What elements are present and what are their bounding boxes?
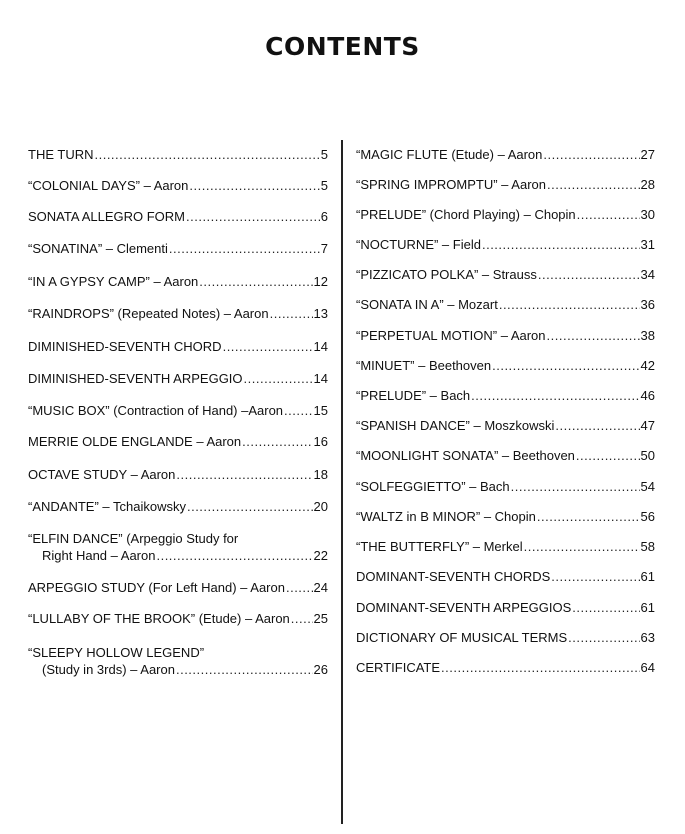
leader-dots <box>270 305 313 322</box>
toc-entry[interactable] <box>356 659 655 676</box>
toc-entry[interactable] <box>356 417 655 434</box>
toc-entry-title: Right Hand – Aaron <box>42 548 156 563</box>
leader-dots <box>199 273 312 290</box>
leader-dots <box>156 547 312 564</box>
toc-entry[interactable] <box>356 568 655 585</box>
toc-entry-title: DOMINANT-SEVENTH ARPEGGIOS <box>356 600 572 615</box>
toc-entry-title: “MINUET” – Beethoven <box>356 358 492 373</box>
leader-dots <box>547 327 640 344</box>
toc-entry-page: 31 <box>640 237 655 252</box>
toc-entry-title: ARPEGGIO STUDY (For Left Hand) – Aaron <box>28 580 285 595</box>
toc-entry[interactable] <box>28 240 328 257</box>
leader-dots <box>169 240 320 257</box>
leader-dots <box>551 568 639 585</box>
toc-entry[interactable] <box>356 629 655 646</box>
toc-entry-page: 54 <box>640 479 655 494</box>
leader-dots <box>176 466 312 483</box>
toc-entry-page: 38 <box>640 328 655 343</box>
toc-entry-page: 61 <box>640 600 655 615</box>
toc-entry[interactable] <box>356 176 655 193</box>
toc-entry-title: “PIZZICATO POLKA” – Strauss <box>356 267 537 282</box>
toc-entry-title: “SONATA IN A” – Mozart <box>356 297 498 312</box>
toc-entry-title: “SOLFEGGIETTO” – Bach <box>356 479 510 494</box>
toc-entry-title: “SONATINA” – Clementi <box>28 241 168 256</box>
toc-entry-title: “WALTZ in B MINOR” – Chopin <box>356 509 536 524</box>
toc-entry[interactable] <box>356 387 655 404</box>
leader-dots <box>511 478 640 495</box>
toc-entry-title: OCTAVE STUDY – Aaron <box>28 467 176 482</box>
toc-entry-page: 25 <box>313 611 328 626</box>
toc-entry-page: 16 <box>313 434 328 449</box>
toc-entry-page: 7 <box>320 241 328 256</box>
toc-entry[interactable] <box>356 599 655 616</box>
toc-entry-page: 13 <box>313 306 328 321</box>
toc-entry[interactable] <box>28 305 328 322</box>
leader-dots <box>284 402 312 419</box>
toc-entry-title: “RAINDROPS” (Repeated Notes) – Aaron <box>28 306 269 321</box>
toc-entry[interactable] <box>28 466 328 483</box>
toc-entry-page: 24 <box>313 580 328 595</box>
leader-dots <box>499 296 640 313</box>
toc-entry-title: “PERPETUAL MOTION” – Aaron <box>356 328 546 343</box>
toc-entry[interactable] <box>28 402 328 419</box>
toc-entry-page: 20 <box>313 499 328 514</box>
toc-entry[interactable] <box>356 327 655 344</box>
leader-dots <box>537 508 640 525</box>
toc-entry-title-line1: “SLEEPY HOLLOW LEGEND” <box>28 645 205 660</box>
toc-entry-title: “PRELUDE” (Chord Playing) – Chopin <box>356 207 576 222</box>
leader-dots <box>492 357 639 374</box>
toc-entry-page: 50 <box>640 448 655 463</box>
leader-dots <box>286 579 313 596</box>
toc-entry-page: 14 <box>313 371 328 386</box>
toc-entry-page: 64 <box>640 660 655 675</box>
toc-entry[interactable] <box>28 208 328 225</box>
toc-entry-title: MERRIE OLDE ENGLANDE – Aaron <box>28 434 242 449</box>
leader-dots <box>94 146 319 163</box>
leader-dots <box>543 146 639 163</box>
leader-dots <box>572 599 639 616</box>
toc-entry[interactable] <box>356 447 655 464</box>
toc-entry[interactable] <box>28 273 328 290</box>
toc-entry-page: 42 <box>640 358 655 373</box>
toc-entry-title: “ANDANTE” – Tchaikowsky <box>28 499 186 514</box>
leader-dots <box>577 206 640 223</box>
toc-entry-title: “MUSIC BOX” (Contraction of Hand) –Aaron <box>28 403 284 418</box>
toc-entry[interactable] <box>28 370 328 387</box>
toc-entry-title: “LULLABY OF THE BROOK” (Etude) – Aaron <box>28 611 290 626</box>
toc-entry-page: 36 <box>640 297 655 312</box>
toc-entry-page: 5 <box>320 147 328 162</box>
toc-entry-title-line1: “ELFIN DANCE” (Arpeggio Study for <box>28 531 239 546</box>
toc-entry-title: DOMINANT-SEVENTH CHORDS <box>356 569 551 584</box>
toc-entry[interactable] <box>28 498 328 515</box>
toc-entry-title: SONATA ALLEGRO FORM <box>28 209 185 224</box>
toc-entry-title: “MAGIC FLUTE (Etude) – Aaron <box>356 147 543 162</box>
toc-entry-title: CERTIFICATE <box>356 660 441 675</box>
leader-dots <box>223 338 313 355</box>
toc-entry-title: “PRELUDE” – Bach <box>356 388 471 403</box>
leader-dots <box>568 629 639 646</box>
toc-entry[interactable] <box>28 644 328 678</box>
leader-dots <box>291 610 313 627</box>
toc-entry-page: 46 <box>640 388 655 403</box>
leader-dots <box>189 177 319 194</box>
toc-entry-title: DIMINISHED-SEVENTH ARPEGGIO <box>28 371 243 386</box>
toc-entry[interactable] <box>356 146 655 163</box>
toc-entry-title: THE TURN <box>28 147 94 162</box>
toc-entry-title: (Study in 3rds) – Aaron <box>42 662 175 677</box>
leader-dots <box>186 208 320 225</box>
toc-entry-page: 12 <box>313 274 328 289</box>
toc-entry[interactable] <box>356 357 655 374</box>
toc-entry-title: “IN A GYPSY CAMP” – Aaron <box>28 274 199 289</box>
leader-dots <box>187 498 313 515</box>
toc-entry-page: 18 <box>313 467 328 482</box>
toc-entry-title: “THE BUTTERFLY” – Merkel <box>356 539 523 554</box>
toc-entry-page: 14 <box>313 339 328 354</box>
toc-entry-title: “SPRING IMPROMPTU” – Aaron <box>356 177 546 192</box>
toc-entry[interactable] <box>28 177 328 194</box>
toc-entry[interactable] <box>356 508 655 525</box>
toc-entry-title: “SPANISH DANCE” – Moszkowski <box>356 418 555 433</box>
leader-dots <box>242 433 312 450</box>
toc-entry-title: DICTIONARY OF MUSICAL TERMS <box>356 630 568 645</box>
toc-entry[interactable] <box>356 236 655 253</box>
page-title: CONTENTS <box>265 32 420 61</box>
toc-entry-page: 58 <box>640 539 655 554</box>
leader-dots <box>471 387 639 404</box>
leader-dots <box>547 176 640 193</box>
toc-entry-title: DIMINISHED-SEVENTH CHORD <box>28 339 222 354</box>
leader-dots <box>176 661 313 678</box>
toc-entry-page: 61 <box>640 569 655 584</box>
toc-entry-page: 47 <box>640 418 655 433</box>
toc-entry[interactable] <box>28 579 328 596</box>
toc-entry-page: 30 <box>640 207 655 222</box>
leader-dots <box>441 659 640 676</box>
toc-entry-title: “MOONLIGHT SONATA” – Beethoven <box>356 448 575 463</box>
toc-entry[interactable] <box>28 433 328 450</box>
toc-entry[interactable] <box>28 530 328 564</box>
toc-entry[interactable] <box>356 266 655 283</box>
toc-entry-page: 22 <box>313 548 328 563</box>
toc-entry-page: 28 <box>640 177 655 192</box>
toc-entry-page: 34 <box>640 267 655 282</box>
column-divider <box>341 140 343 824</box>
toc-entry-page: 5 <box>320 178 328 193</box>
toc-entry[interactable] <box>356 206 655 223</box>
toc-entry[interactable] <box>356 296 655 313</box>
toc-entry-page: 26 <box>313 662 328 677</box>
toc-entry[interactable] <box>28 146 328 163</box>
toc-entry-page: 63 <box>640 630 655 645</box>
toc-entry-page: 56 <box>640 509 655 524</box>
toc-entry-title: “NOCTURNE” – Field <box>356 237 481 252</box>
toc-entry-page: 6 <box>320 209 328 224</box>
leader-dots <box>576 447 640 464</box>
toc-entry-title: “COLONIAL DAYS” – Aaron <box>28 178 189 193</box>
leader-dots <box>555 417 639 434</box>
leader-dots <box>538 266 640 283</box>
leader-dots <box>524 538 640 555</box>
leader-dots <box>244 370 313 387</box>
toc-entry[interactable] <box>28 610 328 627</box>
toc-entry[interactable] <box>356 478 655 495</box>
leader-dots <box>482 236 640 253</box>
toc-entry[interactable] <box>356 538 655 555</box>
toc-entry-page: 27 <box>640 147 655 162</box>
toc-entry-page: 15 <box>313 403 328 418</box>
toc-entry[interactable] <box>28 338 328 355</box>
